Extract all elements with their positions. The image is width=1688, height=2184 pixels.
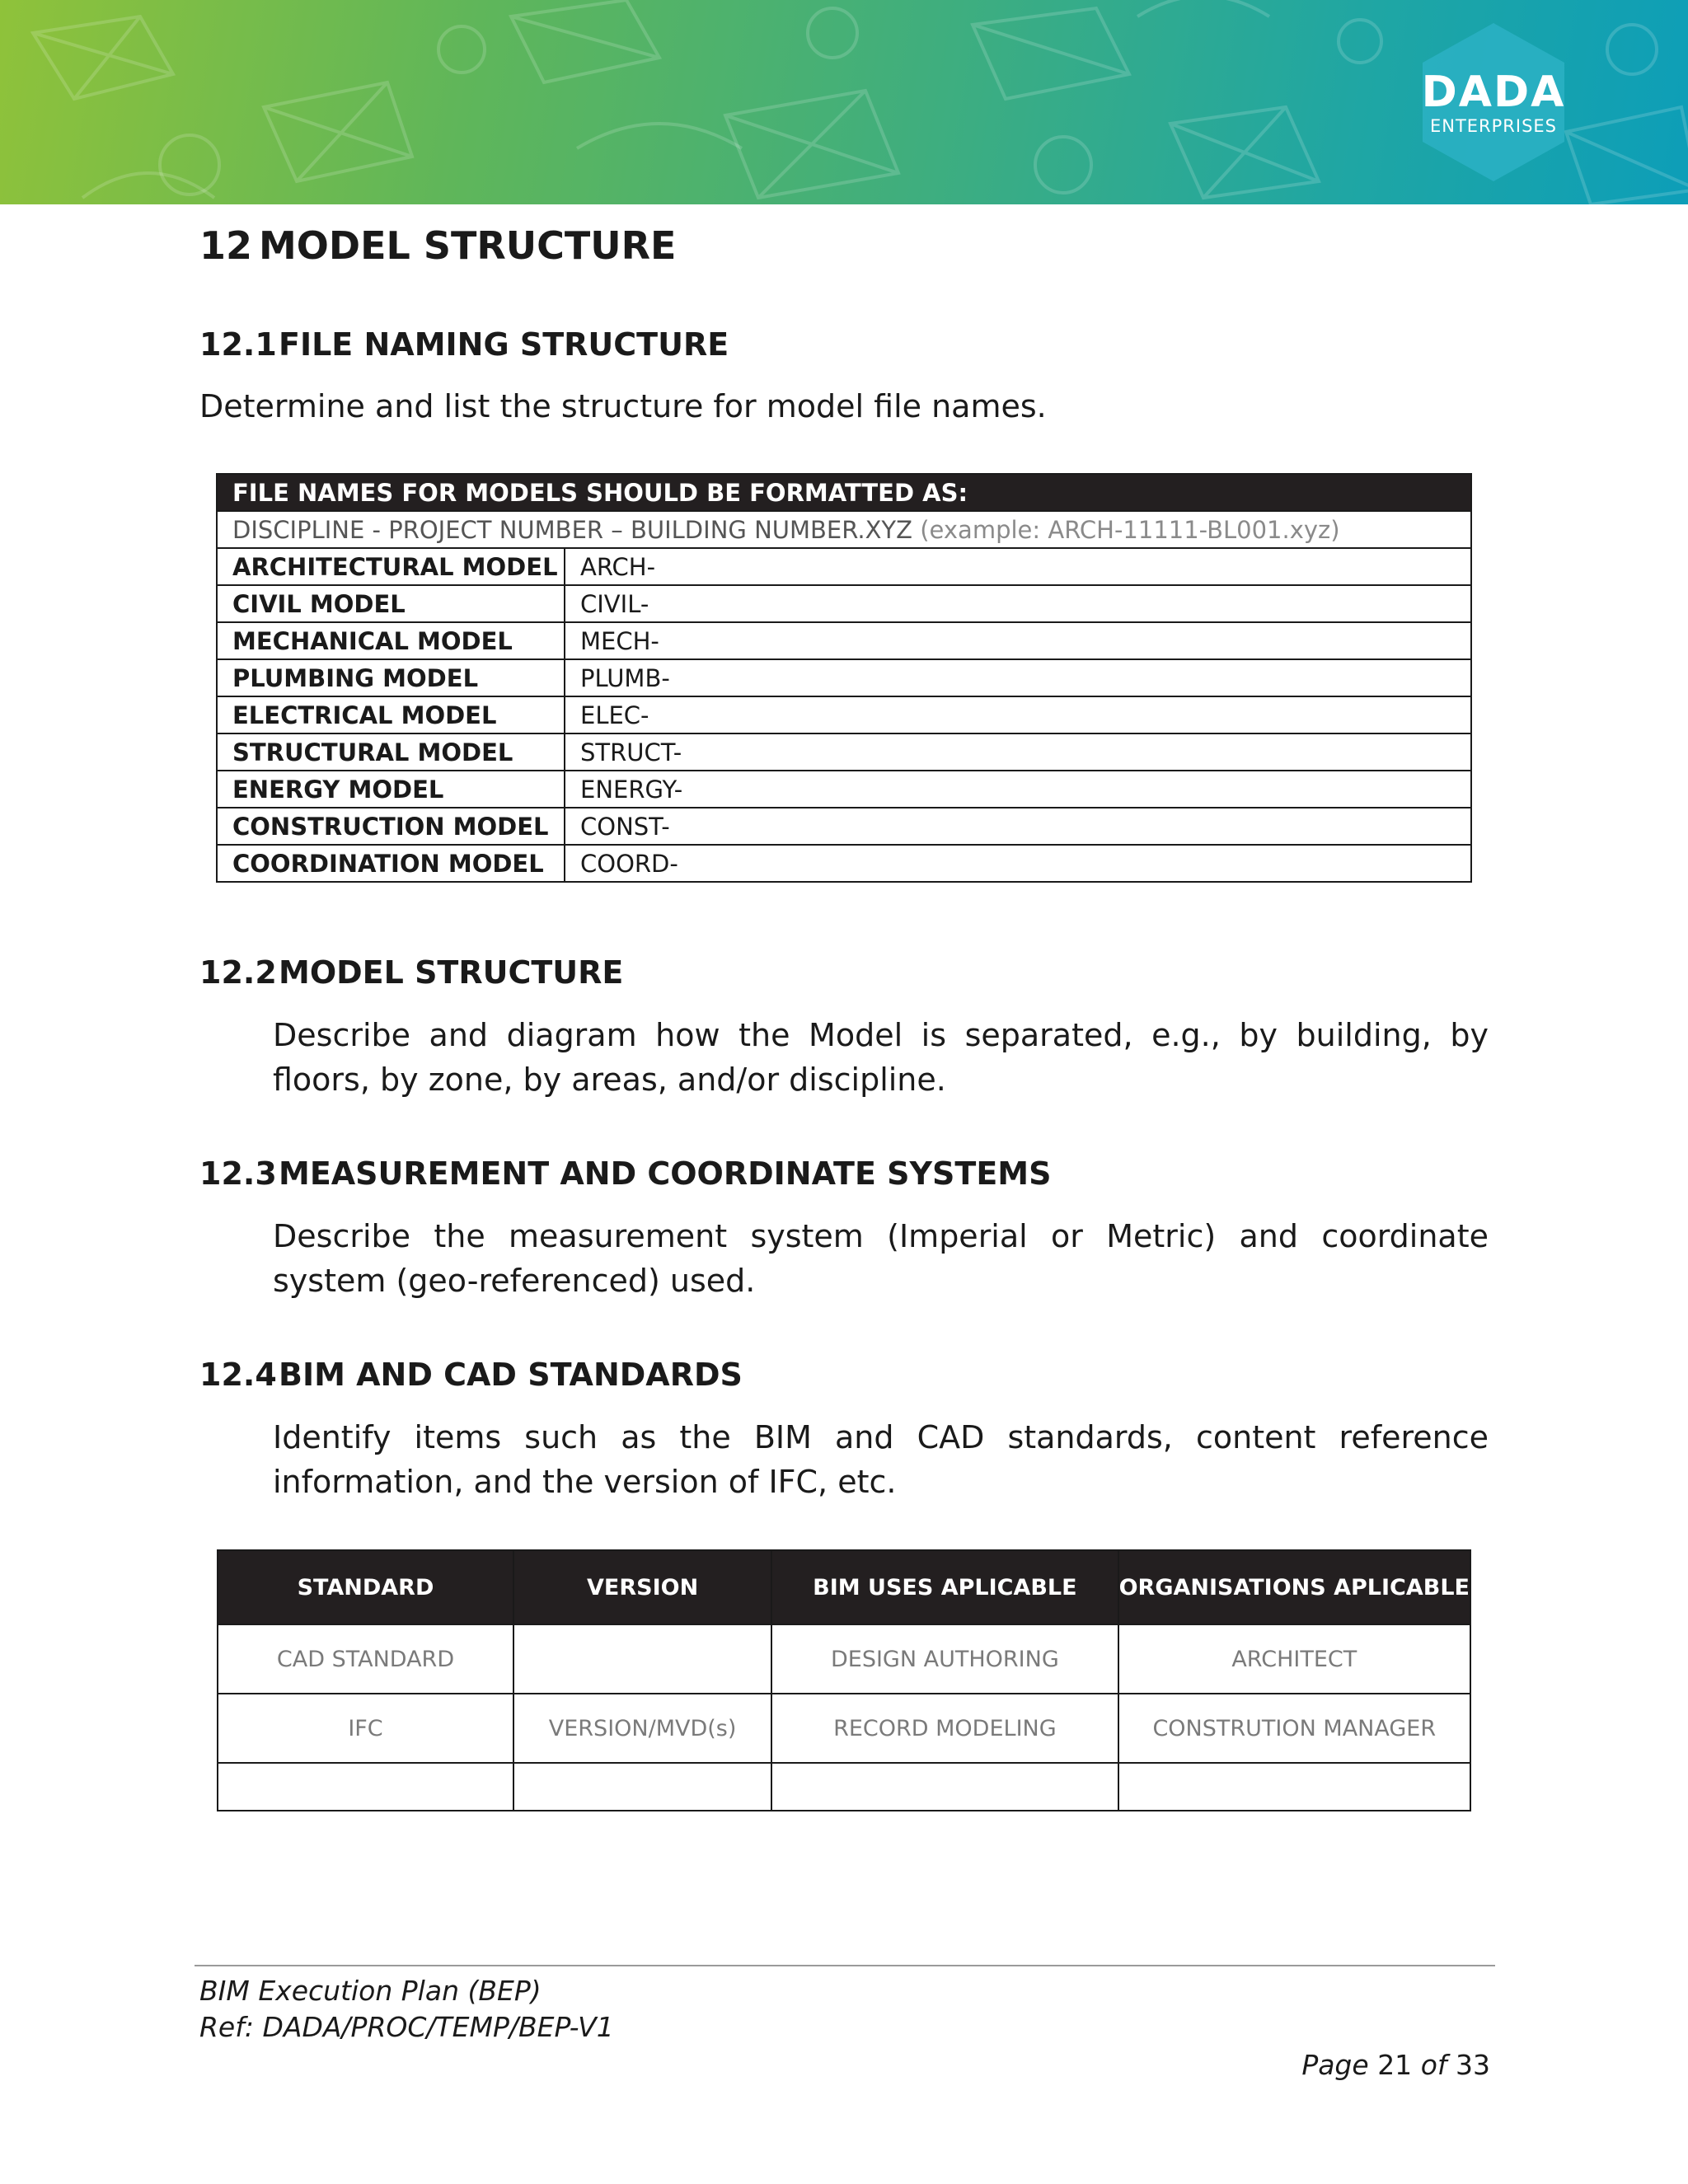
table-row xyxy=(217,622,1471,659)
table-cell xyxy=(1118,1763,1470,1811)
table-row xyxy=(217,808,1471,845)
section-heading xyxy=(199,221,676,270)
table-row xyxy=(217,548,1471,585)
table-row xyxy=(217,733,1471,771)
table-cell xyxy=(218,1763,513,1811)
section-title: MODEL STRUCTURE xyxy=(259,223,677,268)
footer-title: BIM Execution Plan (BEP) xyxy=(199,1975,542,2007)
model-prefix: COORD- xyxy=(565,845,1471,882)
table-cell: CONSTRUTION MANAGER xyxy=(1118,1694,1470,1763)
of-word: of xyxy=(1420,2049,1447,2081)
model-prefix: CIVIL- xyxy=(565,585,1471,622)
table-cell: IFC xyxy=(218,1694,513,1763)
model-label: CONSTRUCTION MODEL xyxy=(217,808,565,845)
table-cell: VERSION/MVD(s) xyxy=(513,1694,771,1763)
file-naming-table xyxy=(216,473,1472,883)
subsection-heading-12-1 xyxy=(199,323,729,366)
naming-format: DISCIPLINE - PROJECT NUMBER – BUILDING NUMBER.XYZ xyxy=(232,515,913,544)
total-pages: 33 xyxy=(1456,2049,1490,2081)
table-row xyxy=(218,1694,1470,1763)
table-cell xyxy=(771,1763,1118,1811)
section-number: 12 xyxy=(199,223,253,268)
table-row xyxy=(217,771,1471,808)
subsection-heading-12-2 xyxy=(199,951,623,994)
table-cell xyxy=(513,1763,771,1811)
logo-name: DADA xyxy=(1421,68,1566,117)
subsection-title: MEASUREMENT AND COORDINATE SYSTEMS xyxy=(279,1155,1052,1192)
footer-reference: Ref: DADA/PROC/TEMP/BEP-V1 xyxy=(199,2011,614,2043)
table-row xyxy=(217,696,1471,733)
table-cell xyxy=(513,1624,771,1694)
logo-wordmark xyxy=(1411,69,1576,137)
subsection-body-12-3: Describe the measurement system (Imperial or Metric) and coordinate system (geo-referenced) used. xyxy=(273,1218,1489,1299)
column-header: STANDARD xyxy=(218,1550,513,1624)
table-row xyxy=(217,659,1471,696)
table-cell: RECORD MODELING xyxy=(771,1694,1118,1763)
model-label: ARCHITECTURAL MODEL xyxy=(217,548,565,585)
model-label: ELECTRICAL MODEL xyxy=(217,696,565,733)
table-row xyxy=(217,585,1471,622)
model-label: STRUCTURAL MODEL xyxy=(217,733,565,771)
model-label: COORDINATION MODEL xyxy=(217,845,565,882)
table-row xyxy=(218,1624,1470,1694)
subsection-title: MODEL STRUCTURE xyxy=(279,954,624,991)
model-prefix: CONST- xyxy=(565,808,1471,845)
model-prefix: PLUMB- xyxy=(565,659,1471,696)
naming-example: (example: ARCH-11111-BL001.xyz) xyxy=(920,515,1340,544)
table-row xyxy=(217,845,1471,882)
column-header: ORGANISATIONS APLICABLE xyxy=(1118,1550,1470,1624)
column-header: BIM USES APLICABLE xyxy=(771,1550,1118,1624)
page-number xyxy=(1301,2047,1490,2083)
table-cell: DESIGN AUTHORING xyxy=(771,1624,1118,1694)
model-prefix: MECH- xyxy=(565,622,1471,659)
subsection-number: 12.2 xyxy=(199,954,277,991)
model-prefix: ARCH- xyxy=(565,548,1471,585)
model-label: MECHANICAL MODEL xyxy=(217,622,565,659)
model-label: ENERGY MODEL xyxy=(217,771,565,808)
subsection-heading-12-3 xyxy=(199,1152,1051,1195)
model-label: CIVIL MODEL xyxy=(217,585,565,622)
naming-format-row xyxy=(217,511,1471,548)
subsection-body-12-2: Describe and diagram how the Model is separated, e.g., by building, by floors, by zone, by areas, and/or discipline. xyxy=(273,1017,1489,1098)
model-label: PLUMBING MODEL xyxy=(217,659,565,696)
subsection-body-12-4: Identify items such as the BIM and CAD standards, content reference information, and the version of IFC, etc. xyxy=(273,1419,1489,1500)
table-header-row xyxy=(218,1550,1470,1624)
subsection-number: 12.4 xyxy=(199,1357,277,1393)
model-prefix: ELEC- xyxy=(565,696,1471,733)
standards-table xyxy=(217,1549,1471,1811)
footer-divider xyxy=(195,1965,1495,1966)
table-cell: CAD STANDARD xyxy=(218,1624,513,1694)
current-page: 21 xyxy=(1377,2049,1413,2081)
subsection-number: 12.3 xyxy=(199,1155,277,1192)
header-banner xyxy=(0,0,1688,204)
model-prefix: STRUCT- xyxy=(565,733,1471,771)
logo-subtitle: ENTERPRISES xyxy=(1429,116,1558,136)
table-cell: ARCHITECT xyxy=(1118,1624,1470,1694)
subsection-title: BIM AND CAD STANDARDS xyxy=(279,1357,743,1393)
naming-table-header: FILE NAMES FOR MODELS SHOULD BE FORMATTED AS: xyxy=(217,474,1471,511)
column-header: VERSION xyxy=(513,1550,771,1624)
page-word: Page xyxy=(1301,2049,1369,2081)
model-prefix: ENERGY- xyxy=(565,771,1471,808)
subsection-title: FILE NAMING STRUCTURE xyxy=(279,326,729,363)
subsection-number: 12.1 xyxy=(199,326,277,363)
table-row xyxy=(218,1763,1470,1811)
subsection-heading-12-4 xyxy=(199,1353,743,1396)
subsection-body-12-1: Determine and list the structure for model file names. xyxy=(199,388,1047,424)
